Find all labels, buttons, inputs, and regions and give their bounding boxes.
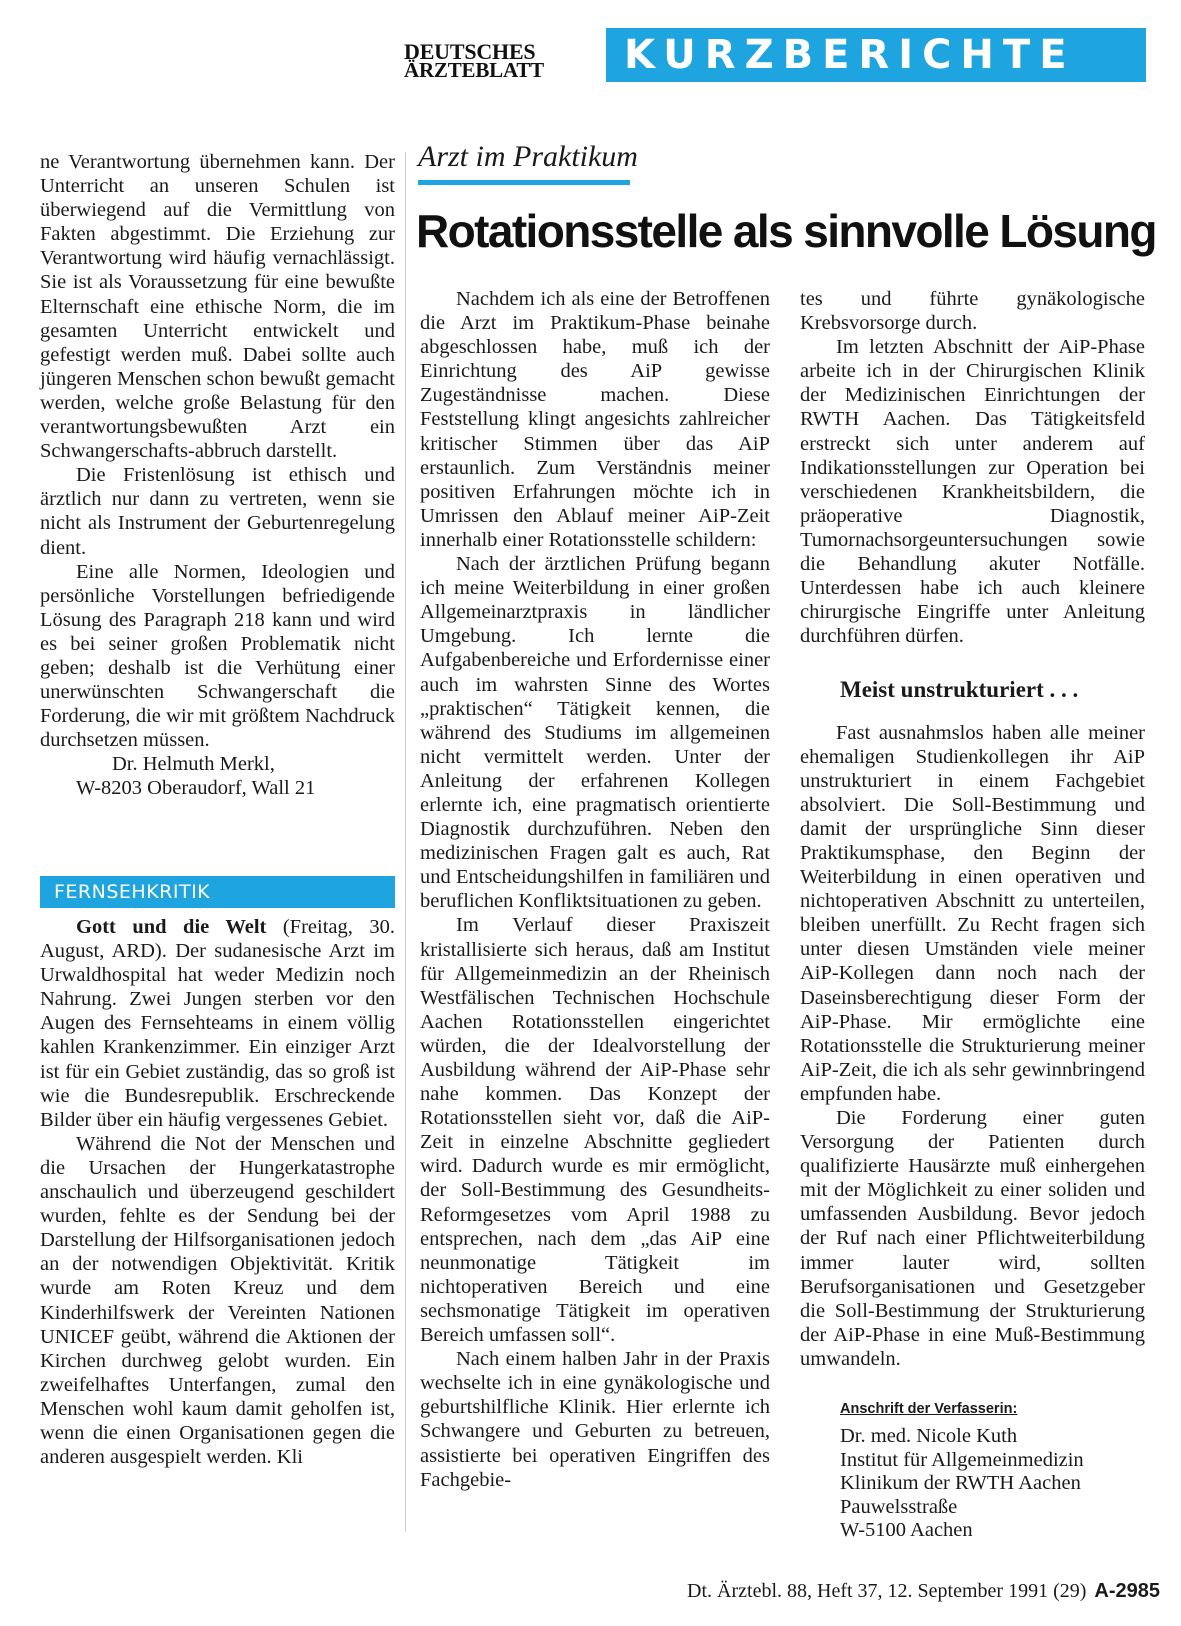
- letter-signature-address: W-8203 Oberaudorf, Wall 21: [76, 777, 316, 800]
- letter-paragraph-3: Eine alle Normen, Ideologien und persönliche Vorstellungen befriedigende Lösung des Paragraph 218 kann und wird es bei seiner großen Problematik nicht geben; deshalb ist die Verhütung einer unerwünschten Schwangerschaft die Forderung, die wir mit größtem Nachdruck durchsetzen müssen.: [40, 560, 395, 752]
- fernsehkritik-label: FERNSEHKRITIK: [40, 876, 395, 908]
- section-banner: KURZBERICHTE: [606, 28, 1146, 82]
- article-kicker: Arzt im Praktikum: [418, 140, 638, 173]
- article-paragraph-6: Im letzten Abschnitt der AiP-Phase arbeite ich in der Chirurgischen Klinik der Medizinischen Einrichtungen der RWTH Aachen. Das Tätigkeitsfeld erstreckt sich unter anderem auf Indikationsstellungen zur Operation bei verschiedenen Krankheitsbildern, die präoperative Diagnostik, Tumornachsorgeuntersuchungen sowie die Behandlung akuter Notfälle. Unterdessen habe ich auch kleinere chirurgische Eingriffe unter Anleitung durchführen dürfen.: [800, 336, 1145, 648]
- address-label: Anschrift der Verfasserin:: [840, 1401, 1018, 1418]
- address-line: Klinikum der RWTH Aachen: [840, 1472, 1081, 1495]
- article-paragraph-7: Fast ausnahmslos haben alle meiner ehemaligen Studienkollegen ihr AiP unstrukturiert in einem Fachgebiet absolviert. Die Soll-Bestimmung und damit der ursprüngliche Sinn dieser Praktikumsphase, den Beginn der Weiterbildung in einen operativen und nichtoperativen Abschnitt zu unterteilen, bleiben unerfüllt. Zu Recht fragen sich unter diesen Umständen viele meiner AiP-Kollegen dann noch nach der Daseinsberechtigung dieser Form der AiP-Phase. Mir ermöglichte eine Rotationsstelle die Strukturierung meiner AiP-Zeit, die ich als sehr gewinnbringend empfunden habe.: [800, 721, 1145, 1105]
- masthead-logo: [404, 39, 584, 82]
- article-middle-column: [420, 287, 770, 1492]
- article-headline: Rotationsstelle als sinnvolle Lösung: [416, 205, 1156, 257]
- footer-citation: Dt. Ärztebl. 88, Heft 37, 12. September 1991 (29): [687, 1580, 1087, 1602]
- article-paragraph-5: tes und führte gynäkologische Krebsvorsorge durch.: [800, 288, 1145, 335]
- article-subhead: Meist unstrukturiert . . .: [840, 677, 1079, 703]
- page-footer: [600, 1580, 1160, 1603]
- address-line: Pauwelsstraße: [840, 1495, 958, 1518]
- address-line: Dr. med. Nicole Kuth: [840, 1425, 1018, 1448]
- article-paragraph-3: Im Verlauf dieser Praxiszeit kristallisierte sich heraus, daß am Institut für Allgemeinmedizin an der Rheinisch Westfälischen Technischen Hochschule Aachen Rotationsstellen eingerichtet würden, die der Idealvorstellung der Ausbildung während der AiP-Phase sehr nahe kommen. Das Konzept der Rotationsstellen sieht vor, daß die AiP-Zeit in einzelne Abschnitte gegliedert wird. Dadurch wurde es mir ermöglicht, der Soll-Bestimmung des Gesundheits-Reformgesetzes vom April 1988 zu entsprechen, nach dem „das AiP eine neunmonatige Tätigkeit im nichtoperativen Bereich und eine sechsmonatige Tätigkeit im operativen Bereich umfassen soll“.: [420, 914, 770, 1347]
- letter-paragraph-1: ne Verantwortung übernehmen kann. Der Unterricht an unseren Schulen ist überwiegend auf die Vermittlung von Fakten abgestimmt. Die Erziehung zur Verantwortung wird häufig vernachlässigt. Sie ist als Voraussetzung für eine bewußte Elternschaft eine ethische Norm, die im gesamten Unterricht entwickelt und gefestigt werden muß. Dabei sollte auch jüngeren Menschen schon bewußt gemacht werden, welche große Belastung für den verantwortungsbewußten Arzt ein Schwangerschafts-abbruch darstellt.: [40, 151, 395, 463]
- article-paragraph-4: Nach einem halben Jahr in der Praxis wechselte ich in eine gynäkologische und geburtshilfliche Klinik. Hier erlernte ich Schwangere und Geburten zu betreuen, assistierte bei operativen Eingriffen des Fachgebie-: [420, 1348, 770, 1491]
- article-paragraph-1: Nachdem ich als eine der Betroffenen die Arzt im Praktikum-Phase beinahe abgeschlossen habe, muß ich der Einrichtung des AiP gewisse Zugeständnisse machen. Diese Feststellung klingt angesichts zahlreicher kritischer Stimmen über das AiP erstaunlich. Zum Verständnis meiner positiven Erfahrungen möchte ich in Umrissen den Ablauf meiner AiP-Zeit innerhalb einer Rotationsstelle schildern:: [420, 288, 770, 551]
- column-divider: [405, 152, 406, 1532]
- left-column: [40, 150, 395, 801]
- article-paragraph-8: Die Forderung einer guten Versorgung der Patienten durch qualifizierte Hausärzte muß einhergehen mit der Möglichkeit zu einer soliden und umfassenden Ausbildung. Bevor jedoch der Ruf nach einer Pflichtweiterbildung immer lauter wird, sollten Berufsorganisationen und Gesetzgeber die Soll-Bestimmung der Strukturierung der AiP-Phase in eine Muß-Bestimmung umwandeln.: [800, 1107, 1145, 1370]
- letter-paragraph-2: Die Fristenlösung ist ethisch und ärztlich nur dann zu vertreten, wenn sie nicht als Instrument der Geburtenregelung dient.: [40, 464, 395, 559]
- fernsehkritik-title: Gott und die Welt: [76, 916, 267, 938]
- address-line: W-5100 Aachen: [840, 1519, 973, 1542]
- fernsehkritik-column: [40, 915, 395, 1469]
- article-right-column: [800, 287, 1145, 1543]
- article-paragraph-2: Nach der ärztlichen Prüfung begann ich meine Weiterbildung in einer großen Allgemeinarztpraxis in ländlicher Umgebung. Ich lernte die Aufgabenbereiche und Erfordernisse einer auch im wahrsten Sinne des Wortes „praktischen“ Tätigkeit kennen, die während des Studiums im allgemeinen nicht vermittelt werden. Unter der Anleitung der erfahrenen Kollegen erlernte ich, eine pragmatisch orientierte Diagnostik durchzuführen. Neben den medizinischen Fragen galt es auch, Rat und Entscheidungshilfen in familiären und beruflichen Konfliktsituationen zu geben.: [420, 553, 770, 913]
- fernsehkritik-paragraph-2: Während die Not der Menschen und die Ursachen der Hungerkatastrophe anschaulich und überzeugend geschildert wurden, fehlte es der Sendung bei der Darstellung der Hilfsorganisationen jedoch an der notwendigen Objektivität. Kritik wurde am Roten Kreuz und dem Kinderhilfswerk der Vereinten Nationen UNICEF geübt, während die Aktionen der Kirchen durchweg gelobt wurden. Ein zweifelhaftes Unterfangen, zumal den Menschen wohl kaum damit geholfen ist, wenn die einen Organisationen gegen die anderen ausgespielt werden. Kli: [40, 1132, 395, 1469]
- letter-signature-name: Dr. Helmuth Merkl,: [112, 753, 275, 776]
- logo-line-1: DEUTSCHES: [404, 39, 536, 64]
- logo-line-2: ÄRZTEBLATT: [404, 58, 544, 82]
- kicker-underline: [418, 180, 630, 185]
- footer-page-ref: A-2985: [1094, 1580, 1160, 1602]
- fernsehkritik-paragraph-1: [40, 915, 395, 1132]
- address-line: Institut für Allgemeinmedizin: [840, 1448, 1084, 1471]
- fernsehkritik-text-1: (Freitag, 30. August, ARD). Der sudanesische Arzt im Urwaldhospital hat weder Medizin noch Nahrung. Zwei Jungen sterben vor den Augen des Fernsehteams in einem völlig kahlen Krankenzimmer. Ein einziger Arzt ist für ein Gebiet zuständig, das so groß ist wie die Bundesrepublik. Erschreckende Bilder über ein häufig vergessenes Gebiet.: [40, 916, 395, 1131]
